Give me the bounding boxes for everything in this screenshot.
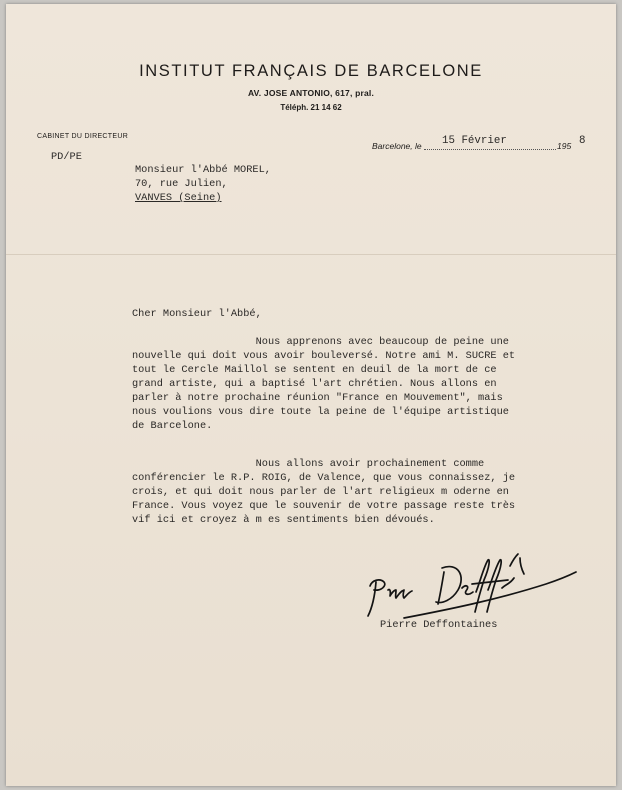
body-line: conférencier le R.P. ROIG, de Valence, que vous connaissez, je (132, 472, 516, 484)
body-line: vif ici et croyez à m es sentiments bien dévoués. (132, 514, 435, 526)
salutation: Cher Monsieur l'Abbé, (132, 308, 262, 320)
handwritten-signature (346, 544, 586, 624)
body-line: parler à notre prochaine réunion "France en Mouvement", mais (132, 392, 503, 404)
paragraph-2 (132, 457, 602, 527)
paper-fold-line (6, 254, 616, 255)
signer-name: Pierre Deffontaines (380, 619, 498, 631)
recipient-name: Monsieur l'Abbé MOREL, (135, 164, 271, 176)
body-line: France. Vous voyez que le souvenir de votre passage reste très (132, 500, 516, 512)
body-line: nous voulions vous dire toute la peine de l'équipe artistique (132, 406, 509, 418)
body-line: Nous allons avoir prochainement comme (132, 458, 485, 470)
letterhead-address: AV. JOSE ANTONIO, 617, pral. (247, 88, 375, 98)
body-line: de Barcelone. (132, 420, 213, 432)
recipient-city: VANVES (Seine) (135, 192, 222, 204)
date-century: 195 (557, 141, 572, 151)
body-line: crois, et qui doit nous parler de l'art religieux m oderne en (132, 486, 509, 498)
body-line: tout le Cercle Maillol se sentent en deuil de la mort de ce (132, 364, 497, 376)
office-label: CABINET DU DIRECTEUR (37, 133, 129, 140)
paragraph-1 (132, 335, 602, 433)
letterhead-title: INSTITUT FRANÇAIS DE BARCELONE (139, 62, 483, 80)
body-line: nouvelle qui doit vous avoir bouleversé. Notre ami M. SUCRE et (132, 350, 516, 362)
body-line: grand artiste, qui a baptisé l'art chrétien. Nous allons en (132, 378, 497, 390)
date-year-digit: 8 (579, 135, 586, 147)
date-dotted-line (424, 149, 556, 150)
letterhead-phone: Téléph. 21 14 62 (280, 103, 342, 112)
body-line: Nous apprenons avec beaucoup de peine une (132, 336, 509, 348)
recipient-street: 70, rue Julien, (135, 178, 228, 190)
date-place-prefix: Barcelone, le (372, 141, 422, 151)
date-day-month: 15 Février (442, 135, 507, 147)
reference-code: PD/PE (51, 151, 82, 163)
letter-page (6, 4, 616, 786)
letter-body (132, 335, 602, 527)
